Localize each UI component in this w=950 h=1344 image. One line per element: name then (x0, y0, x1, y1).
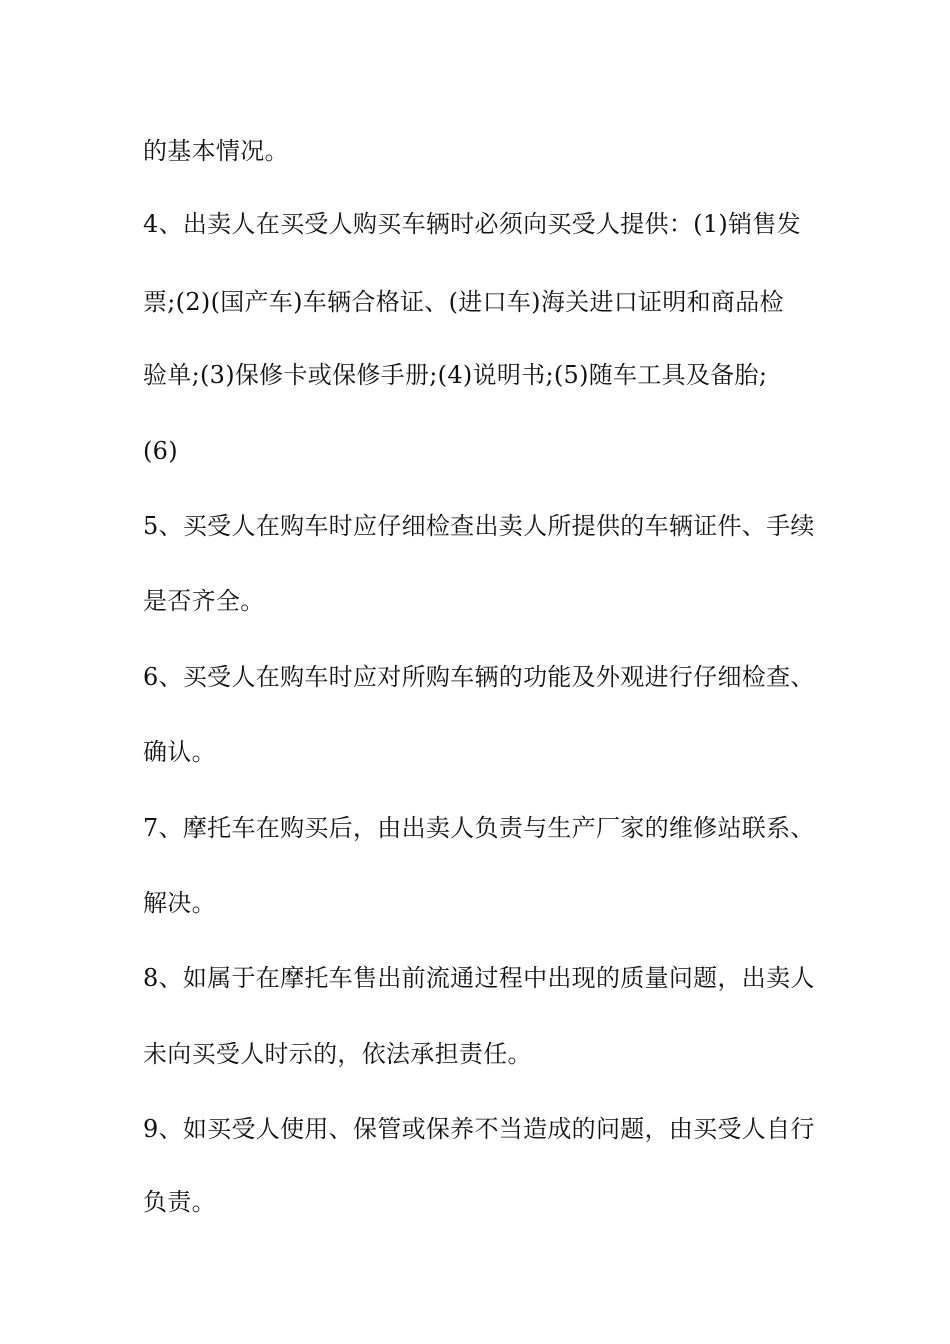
text-line: 8、如属于在摩托车售出前流通过程中出现的质量问题，出卖人 (143, 964, 815, 992)
text-line: 6、买受人在购车时应对所购车辆的功能及外观进行仔细检查、 (143, 663, 815, 691)
text-line: 4、出卖人在买受人购买车辆时必须向买受人提供：(1)销售发 (143, 210, 801, 238)
text-line: 确认。 (143, 738, 216, 766)
text-line: (6) (143, 437, 178, 465)
text-line: 解决。 (143, 889, 216, 917)
text-line: 9、如买受人使用、保管或保养不当造成的问题，由买受人自行 (143, 1115, 815, 1143)
text-line: 负责。 (143, 1188, 216, 1216)
text-line: 验单;(3)保修卡或保修手册;(4)说明书;(5)随车工具及备胎; (143, 361, 768, 389)
text-line: 7、摩托车在购买后，由出卖人负责与生产厂家的维修站联系、 (143, 814, 815, 842)
text-line: 票;(2)(国产车)车辆合格证、(进口车)海关进口证明和商品检 (143, 288, 784, 316)
text-line: 的基本情况。 (143, 137, 289, 165)
text-line: 未向买受人时示的，依法承担责任。 (143, 1040, 532, 1068)
text-line: 是否齐全。 (143, 587, 265, 615)
text-line: 5、买受人在购车时应仔细检查出卖人所提供的车辆证件、手续 (143, 512, 815, 540)
